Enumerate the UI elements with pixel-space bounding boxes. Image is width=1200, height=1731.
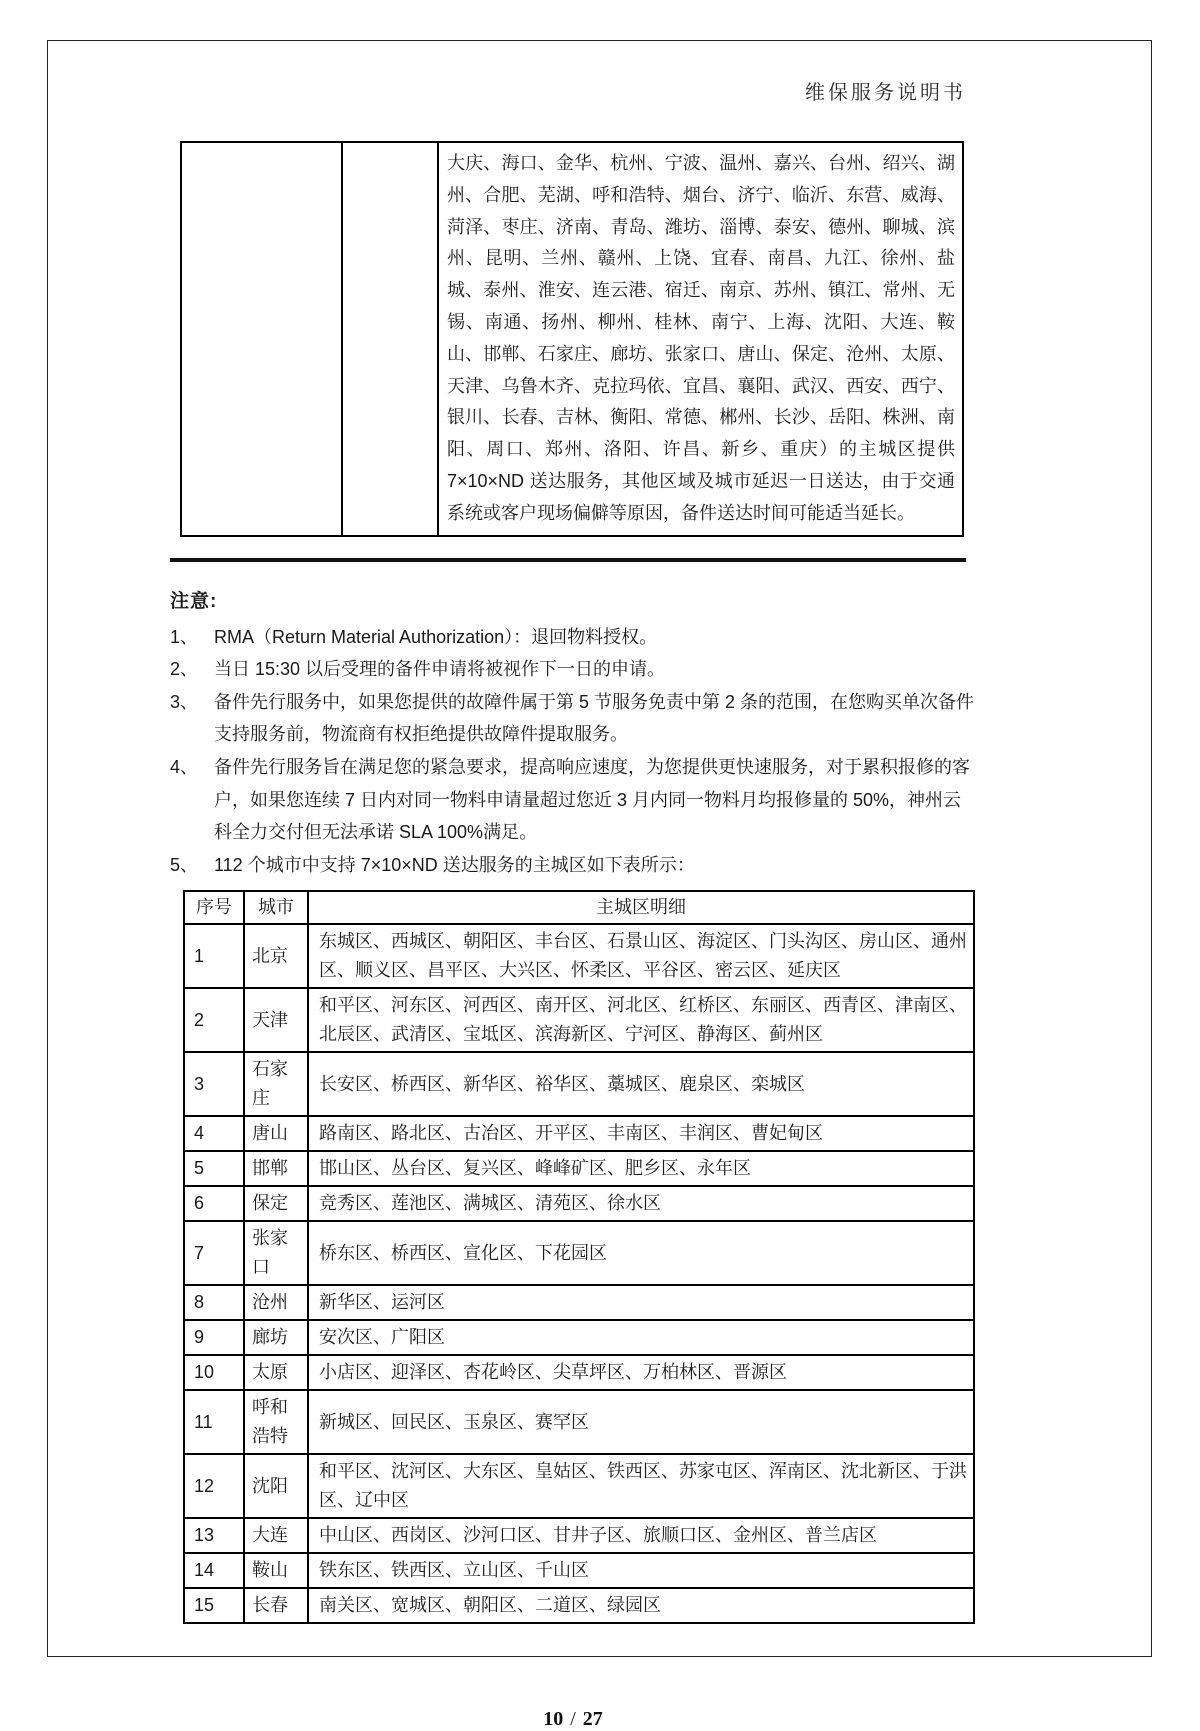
document-header-title: 维保服务说明书 [805,82,966,104]
city-cell: 长春 [244,1588,308,1623]
city-cell: 鞍山 [244,1553,308,1588]
note-item [170,849,976,882]
city-cell: 沧州 [244,1285,308,1320]
table-header-row [184,891,974,924]
city-cell: 廊坊 [244,1320,308,1355]
row-number-cell: 7 [184,1221,244,1285]
city-cell: 张家口 [244,1221,308,1285]
row-number-cell: 5 [184,1151,244,1186]
city-cell: 呼和浩特 [244,1390,308,1454]
city-cell: 北京 [244,924,308,988]
row-number-cell: 12 [184,1454,244,1518]
row-number-cell: 14 [184,1553,244,1588]
table-row [184,1052,974,1116]
districts-cell: 桥东区、桥西区、宣化区、下花园区 [308,1221,974,1285]
row-number-cell: 2 [184,988,244,1052]
header-cell-no: 序号 [184,891,244,924]
city-cell: 太原 [244,1355,308,1390]
city-cell: 保定 [244,1186,308,1221]
page-total: 27 [582,1708,603,1731]
row-number-cell: 8 [184,1285,244,1320]
table-row [184,1454,974,1518]
districts-cell: 和平区、沈河区、大东区、皇姑区、铁西区、苏家屯区、浑南区、沈北新区、于洪区、辽中区 [308,1454,974,1518]
districts-cell: 南关区、宽城区、朝阳区、二道区、绿园区 [308,1588,974,1623]
row-number-cell: 3 [184,1052,244,1116]
page-footer [170,1708,976,1731]
table-row [184,1186,974,1221]
continuation-districts-cell: 大庆、海口、金华、杭州、宁波、温州、嘉兴、台州、绍兴、湖州、合肥、芜湖、呼和浩特、烟台、济宁、临沂、东营、威海、菏泽、枣庄、济南、青岛、潍坊、淄博、泰安、德州、聊城、滨州、昆明、兰州、赣州、上饶、宜春、南昌、九江、徐州、盐城、泰州、淮安、连云港、宿迁、南京、苏州、镇江、常州、无锡、南通、扬州、柳州、桂林、南宁、上海、沈阳、大连、鞍山、邯郸、石家庄、廊坊、张家口、唐山、保定、沧州、太原、天津、乌鲁木齐、克拉玛依、宜昌、襄阳、武汉、西安、西宁、银川、长春、吉林、衡阳、常德、郴州、长沙、岳阳、株洲、南阳、周口、郑州、洛阳、许昌、新乡、重庆）的主城区提供 7×10×ND 送达服务，其他区域及城市延迟一日送达，由于交通系统或客户现场偏僻等原因，备件送达时间可能适当延长。 [438,142,963,536]
row-number-cell: 10 [184,1355,244,1390]
table-row [184,1355,974,1390]
note-number: 4、 [170,756,199,777]
note-text: 备件先行服务中，如果您提供的故障件属于第 5 节服务免责中第 2 条的范围，在您购买单次备件支持服务前，物流商有权拒绝提供故障件提取服务。 [214,691,975,745]
table-row [184,1116,974,1151]
note-item [170,686,976,751]
page-number: 10 [543,1708,564,1731]
note-text: 112 个城市中支持 7×10×ND 送达服务的主城区如下表所示： [214,854,695,875]
note-text: 当日 15:30 以后受理的备件申请将被视作下一日的申请。 [214,659,666,680]
table-row [181,142,963,536]
districts-cell: 路南区、路北区、古冶区、开平区、丰南区、丰润区、曹妃甸区 [308,1116,974,1151]
districts-cell: 和平区、河东区、河西区、南开区、河北区、红桥区、东丽区、西青区、津南区、北辰区、武清区、宝坻区、滨海新区、宁河区、静海区、蓟州区 [308,988,974,1052]
row-number-cell: 6 [184,1186,244,1221]
table-row [184,1221,974,1285]
continuation-empty-cell-1 [181,142,342,536]
header-cell-city: 城市 [244,891,308,924]
districts-cell: 铁东区、铁西区、立山区、千山区 [308,1553,974,1588]
notes-list [170,621,976,882]
row-number-cell: 1 [184,924,244,988]
page-content [170,40,976,1731]
table-row [184,1553,974,1588]
note-item [170,621,976,654]
districts-cell: 长安区、桥西区、新华区、裕华区、藁城区、鹿泉区、栾城区 [308,1052,974,1116]
districts-cell: 中山区、西岗区、沙河口区、甘井子区、旅顺口区、金州区、普兰店区 [308,1518,974,1553]
section-divider-rule [170,558,966,562]
city-cell: 邯郸 [244,1151,308,1186]
row-number-cell: 13 [184,1518,244,1553]
header-cell-districts: 主城区明细 [308,891,974,924]
table-row [184,1390,974,1454]
note-item [170,751,976,849]
districts-cell: 东城区、西城区、朝阳区、丰台区、石景山区、海淀区、门头沟区、房山区、通州区、顺义区、昌平区、大兴区、怀柔区、平谷区、密云区、延庆区 [308,924,974,988]
city-cell: 沈阳 [244,1454,308,1518]
note-text: 备件先行服务旨在满足您的紧急要求，提高响应速度，为您提供更快速服务，对于累积报修的客户，如果您连续 7 日内对同一物料申请量超过您近 3 月内同一物料月均报修量的 50%，神州云科全力交付但无法承诺 SLA 100%满足。 [214,756,970,843]
note-number: 1、 [170,626,199,647]
districts-cell: 小店区、迎泽区、杏花岭区、尖草坪区、万柏林区、晋源区 [308,1355,974,1390]
table-row [184,924,974,988]
row-number-cell: 15 [184,1588,244,1623]
row-number-cell: 4 [184,1116,244,1151]
districts-cell: 新城区、回民区、玉泉区、赛罕区 [308,1390,974,1454]
city-districts-table [183,890,975,1624]
table-row [184,1518,974,1553]
continuation-table [180,141,964,537]
table-row [184,1320,974,1355]
row-number-cell: 9 [184,1320,244,1355]
page-number-separator: / [570,1708,576,1731]
note-text: RMA（Return Material Authorization）：退回物料授权。 [214,626,658,647]
note-number: 2、 [170,659,199,680]
notes-title: 注意: [170,590,218,612]
districts-cell: 新华区、运河区 [308,1285,974,1320]
table-row [184,1285,974,1320]
table-row [184,1588,974,1623]
districts-cell: 竞秀区、莲池区、满城区、清苑区、徐水区 [308,1186,974,1221]
city-cell: 大连 [244,1518,308,1553]
table-row [184,1151,974,1186]
districts-cell: 邯山区、丛台区、复兴区、峰峰矿区、肥乡区、永年区 [308,1151,974,1186]
city-cell: 唐山 [244,1116,308,1151]
note-item [170,653,976,686]
city-cell: 天津 [244,988,308,1052]
continuation-empty-cell-2 [342,142,438,536]
row-number-cell: 11 [184,1390,244,1454]
note-number: 3、 [170,691,199,712]
table-row [184,988,974,1052]
districts-cell: 安次区、广阳区 [308,1320,974,1355]
city-cell: 石家庄 [244,1052,308,1116]
note-number: 5、 [170,854,199,875]
